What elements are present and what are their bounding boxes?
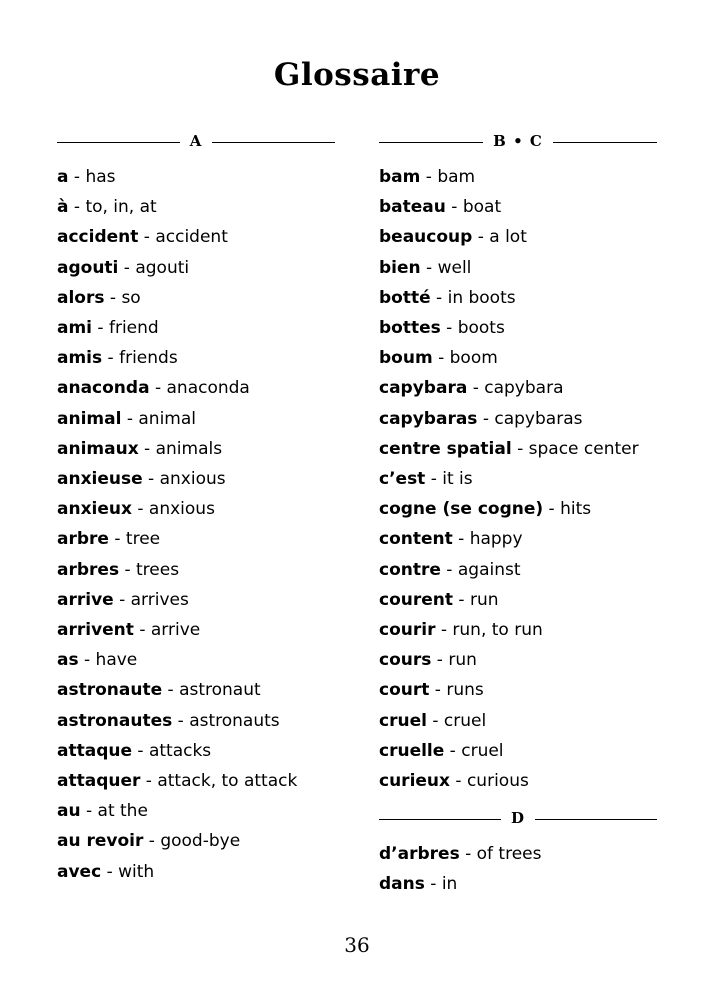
entry-separator: - [68,167,86,187]
entry-separator: - [435,620,453,641]
entry-definition: against [457,559,521,580]
entry-separator: - [440,559,458,580]
entry-definition: astronauts [189,710,280,731]
entry-definition: hits [560,499,592,520]
entry-term: arrive [57,589,114,610]
entry-definition: tree [125,529,161,550]
entry-definition: anxious [148,499,215,520]
list-item [379,524,657,554]
entry-definition: happy [469,529,523,550]
list-item [57,404,335,434]
entry-definition: attack, to attack [157,771,298,792]
section-letter: B • C [493,132,543,150]
list-item [57,464,335,494]
entry-separator: - [431,650,449,671]
entry-definition: boat [462,197,502,218]
entry-definition: curious [466,771,529,792]
entry-separator: - [472,227,490,248]
entry-separator: - [119,559,137,580]
entry-term: arbre [57,529,109,550]
list-item [379,766,657,796]
entry-term: agouti [57,257,119,278]
list-item [57,162,335,192]
entry-definition: animals [155,438,223,459]
entry-separator: - [132,740,149,761]
list-item [379,222,657,252]
rule-left [57,142,180,143]
list-item [379,373,657,403]
entry-term: dans [379,874,425,895]
entry-separator: - [425,469,443,490]
list-item [57,585,335,615]
entry-term: anxieuse [57,469,143,490]
entry-separator: - [420,257,438,278]
entry-term: courent [379,589,454,610]
entry-definition: anaconda [166,378,250,399]
rule-right [212,142,335,143]
entry-separator: - [424,874,442,895]
entry-definition: friend [108,318,159,339]
entry-term: arrivent [57,620,134,641]
entry-term: capybaras [379,408,478,429]
entry-definition: it is [442,469,473,490]
rule-left [379,819,501,820]
entry-separator: - [92,318,109,339]
section-heading-bc [379,133,657,151]
entry-separator: - [108,529,126,550]
entry-separator: - [104,287,122,308]
entry-definition: a lot [489,227,527,248]
entry-term: as [57,650,79,671]
entry-separator: - [450,771,467,792]
entry-definition: so [121,287,141,308]
entry-separator: - [467,378,485,399]
list-item [379,434,657,464]
entry-definition: attacks [148,740,212,761]
entry-term: attaquer [57,771,141,792]
entry-separator: - [80,801,98,822]
entry-separator: - [142,469,160,490]
entry-definition: at the [97,801,148,822]
entry-term: astronaute [57,680,163,701]
entry-definition: space center [528,438,639,459]
list-item [57,615,335,645]
entry-term: anxieux [57,499,132,520]
entry-term: capybara [379,378,468,399]
entry-separator: - [444,740,462,761]
list-item [57,192,335,222]
entry-term: animaux [57,438,139,459]
entry-term: boum [379,348,433,369]
section-heading-a [57,133,335,151]
entry-separator: - [138,227,156,248]
list-item [379,706,657,736]
entry-term: d’arbres [379,844,460,865]
entry-term: bam [379,167,421,187]
entry-definition: capybara [484,378,564,399]
entry-definition: of trees [476,844,542,865]
list-item [379,253,657,283]
entry-term: anaconda [57,378,150,399]
entry-term: bien [379,257,421,278]
list-item [379,192,657,222]
entry-term: arbres [57,559,120,580]
entry-definition: arrives [130,589,189,610]
entry-separator: - [78,650,96,671]
entry-term: accident [57,227,139,248]
entry-separator: - [131,499,149,520]
entry-definition: arrive [150,620,201,641]
entry-separator: - [420,167,438,187]
page-title: Glossaire [273,57,441,93]
entry-term: botté [379,287,431,308]
list-item [379,494,657,524]
list-item [379,615,657,645]
page-number: 36 [344,933,370,957]
entry-separator: - [138,438,156,459]
entry-term: court [379,680,430,701]
list-item [379,162,657,192]
list-item [379,585,657,615]
entry-separator: - [68,197,86,218]
entry-separator: - [543,499,561,520]
entry-term: au [57,801,81,822]
rule-right [553,142,657,143]
list-item [379,736,657,766]
entry-definition: capybaras [494,408,583,429]
list-item [379,313,657,343]
entry-term: curieux [379,771,450,792]
section-heading-d [379,810,657,828]
list-item [57,826,335,856]
list-item [379,464,657,494]
entry-term: centre spatial [379,438,512,459]
list-item [379,645,657,675]
entry-list-d [379,839,657,899]
entry-term: cruel [379,710,427,731]
entry-separator: - [459,844,477,865]
entry-definition: animal [138,408,196,429]
list-item [57,766,335,796]
entry-separator: - [149,378,167,399]
list-item [57,253,335,283]
entry-definition: to, in, at [85,197,157,218]
list-item [57,283,335,313]
list-item [57,555,335,585]
list-item [57,373,335,403]
entry-separator: - [429,680,447,701]
entry-definition: bam [437,167,476,187]
entry-definition: accident [155,227,228,248]
list-item [57,222,335,252]
glossary-column-left [57,133,335,900]
entry-separator: - [452,529,470,550]
entry-definition: run, to run [452,620,543,641]
entry-term: avec [57,861,102,882]
entry-definition: friends [119,348,178,369]
section-letter: D [511,809,526,828]
entry-separator: - [445,197,463,218]
list-item [379,283,657,313]
entry-definition: cruel [461,740,504,761]
entry-definition: cruel [443,710,487,731]
entry-separator: - [426,710,444,731]
list-item [379,343,657,373]
list-item [57,494,335,524]
entry-definition: in [441,874,458,895]
entry-term: bottes [379,318,441,339]
entry-definition: have [95,650,138,671]
list-item [57,796,335,826]
entry-term: cogne (se cogne) [379,499,544,520]
entry-term: à [57,197,69,218]
entry-definition: with [118,861,155,882]
entry-term: bateau [379,197,446,218]
entry-list-a [57,162,335,887]
entry-separator: - [101,861,119,882]
entry-separator: - [162,680,180,701]
entry-separator: - [118,257,136,278]
rule-right [535,819,657,820]
entry-term: astronautes [57,710,173,731]
entry-separator: - [121,408,139,429]
rule-left [379,142,483,143]
list-item [57,524,335,554]
list-item [379,675,657,705]
list-item [57,675,335,705]
entry-definition: well [437,257,472,278]
glossary-column-right [379,133,657,900]
entry-term: cours [379,650,432,671]
entry-separator: - [440,318,458,339]
entry-definition: boom [449,348,498,369]
entry-term: alors [57,287,105,308]
entry-definition: good-bye [160,831,241,852]
list-item [57,706,335,736]
entry-term: animal [57,408,122,429]
entry-separator: - [140,771,158,792]
list-item [57,313,335,343]
list-item [57,645,335,675]
entry-list-bc [379,162,657,796]
entry-definition: runs [446,680,484,701]
entry-term: beaucoup [379,227,473,248]
glossary-columns [0,133,714,900]
entry-term: contre [379,559,441,580]
list-item [379,869,657,899]
section-letter: A [189,132,203,150]
entry-separator: - [432,348,450,369]
entry-term: au revoir [57,831,144,852]
entry-separator: - [133,620,151,641]
entry-term: c’est [379,469,426,490]
entry-definition: agouti [135,257,190,278]
list-item [379,555,657,585]
entry-separator: - [143,831,161,852]
list-item [57,343,335,373]
entry-term: a [57,167,69,187]
entry-term: content [379,529,453,550]
list-item [57,857,335,887]
entry-term: attaque [57,740,132,761]
entry-separator: - [430,287,448,308]
entry-definition: anxious [159,469,226,490]
entry-definition: boots [457,318,505,339]
entry-definition: trees [136,559,180,580]
list-item [57,434,335,464]
entry-separator: - [477,408,495,429]
entry-definition: run [448,650,477,671]
entry-definition: in boots [447,287,516,308]
entry-separator: - [172,710,190,731]
entry-separator: - [511,438,529,459]
entry-term: ami [57,318,93,339]
entry-definition: run [469,589,499,610]
entry-separator: - [102,348,120,369]
entry-separator: - [113,589,131,610]
entry-term: courir [379,620,436,641]
entry-term: cruelle [379,740,445,761]
entry-definition: astronaut [179,680,261,701]
list-item [379,839,657,869]
entry-definition: has [85,167,116,187]
entry-term: amis [57,348,103,369]
entry-separator: - [453,589,470,610]
list-item [379,404,657,434]
list-item [57,736,335,766]
